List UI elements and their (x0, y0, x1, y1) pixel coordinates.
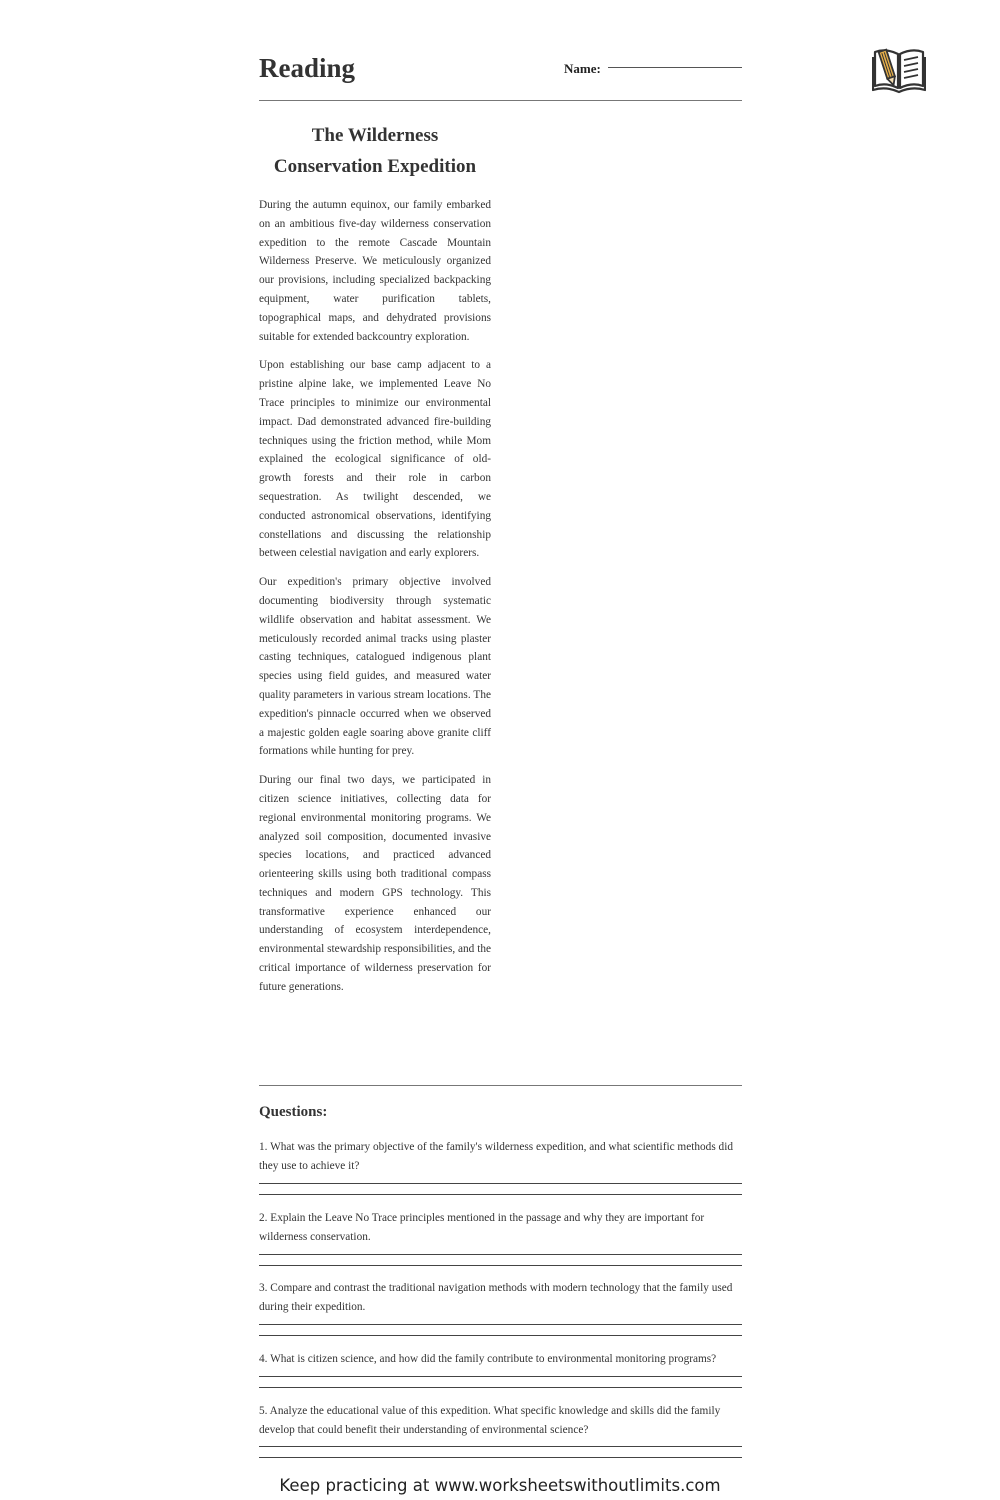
article-title-line-2: Conservation Expedition (273, 156, 477, 177)
answer-line[interactable] (259, 1254, 742, 1255)
article-paragraph: During the autumn equinox, our family embarked on an ambitious five-day wilderness conservation expedition to the remote Cascade Mountain Wilderness Preserve. We meticulously organized our provisions, including specialized backpacking equipment, water purification tablets, topographical maps, and dehydrated provisions suitable for extended backcountry exploration. (259, 199, 491, 343)
question-text: 1. What was the primary objective of the family's wilderness expedition, and what scientific methods did they use to achieve it? (259, 1141, 733, 1172)
article-title (259, 120, 491, 182)
article-paragraph: Upon establishing our base camp adjacent to a pristine alpine lake, we implemented Leave No Trace principles to minimize our environmental impact. Dad demonstrated advanced fire-building techniques using the friction method, while Mom explained the ecological significance of old-growth forests and their role in carbon sequestration. As twilight descended, we conducted astronomical observations, identifying constellations and discussing the relationship between celestial navigation and early explorers. (259, 359, 491, 560)
answer-line[interactable] (259, 1183, 742, 1184)
questions-heading: Questions: (259, 1104, 328, 1120)
article-paragraph: Our expedition's primary objective involved documenting biodiversity through systematic wildlife observation and habitat assessment. We meticulously recorded animal tracks using plaster casting techniques, catalogued indigenous plant species using field guides, and measured water quality parameters in various stream locations. The expedition's pinnacle occurred when we observed a majestic golden eagle soaring above granite cliff formations while hunting for prey. (259, 576, 491, 758)
section-divider (259, 1085, 742, 1086)
answer-line[interactable] (259, 1457, 742, 1458)
answer-line[interactable] (259, 1265, 742, 1266)
answer-line[interactable] (259, 1335, 742, 1336)
question-item (259, 1138, 742, 1176)
question-item (259, 1279, 742, 1317)
answer-line[interactable] (259, 1324, 742, 1325)
answer-line[interactable] (259, 1194, 742, 1195)
page-title: Reading (259, 53, 356, 83)
name-field-line (608, 67, 742, 68)
question-text: 2. Explain the Leave No Trace principles mentioned in the passage and why they are important for wilderness conservation. (259, 1212, 705, 1243)
article-paragraph: During our final two days, we participated in citizen science initiatives, collecting data for regional environmental monitoring programs. We analyzed soil composition, documented invasive species locations, and practiced advanced orienteering skills using both traditional compass techniques and modern GPS technology. This transformative experience enhanced our understanding of ecosystem interdependence, environmental stewardship responsibilities, and the critical importance of wilderness preservation for future generations. (259, 774, 491, 993)
question-text: 4. What is citizen science, and how did the family contribute to environmental monitoring programs? (259, 1353, 717, 1365)
answer-line[interactable] (259, 1376, 742, 1377)
answer-line[interactable] (259, 1446, 742, 1447)
article-body (259, 196, 491, 1007)
worksheet-header (259, 52, 742, 101)
name-label: Name: (564, 61, 601, 76)
question-item (259, 1402, 742, 1440)
question-text: 5. Analyze the educational value of this expedition. What specific knowledge and skills did the family develop that could benefit their understanding of environmental science? (259, 1405, 721, 1436)
footer-link[interactable]: Keep practicing at www.worksheetswithoutlimits.com (279, 1476, 721, 1495)
question-text: 3. Compare and contrast the traditional navigation methods with modern technology that the family used during their expedition. (259, 1282, 733, 1313)
question-item (259, 1209, 742, 1247)
question-item (259, 1350, 742, 1369)
answer-line[interactable] (259, 1387, 742, 1388)
article-title-line-1: The Wilderness (311, 125, 439, 146)
open-book-pencil-icon (872, 44, 926, 94)
